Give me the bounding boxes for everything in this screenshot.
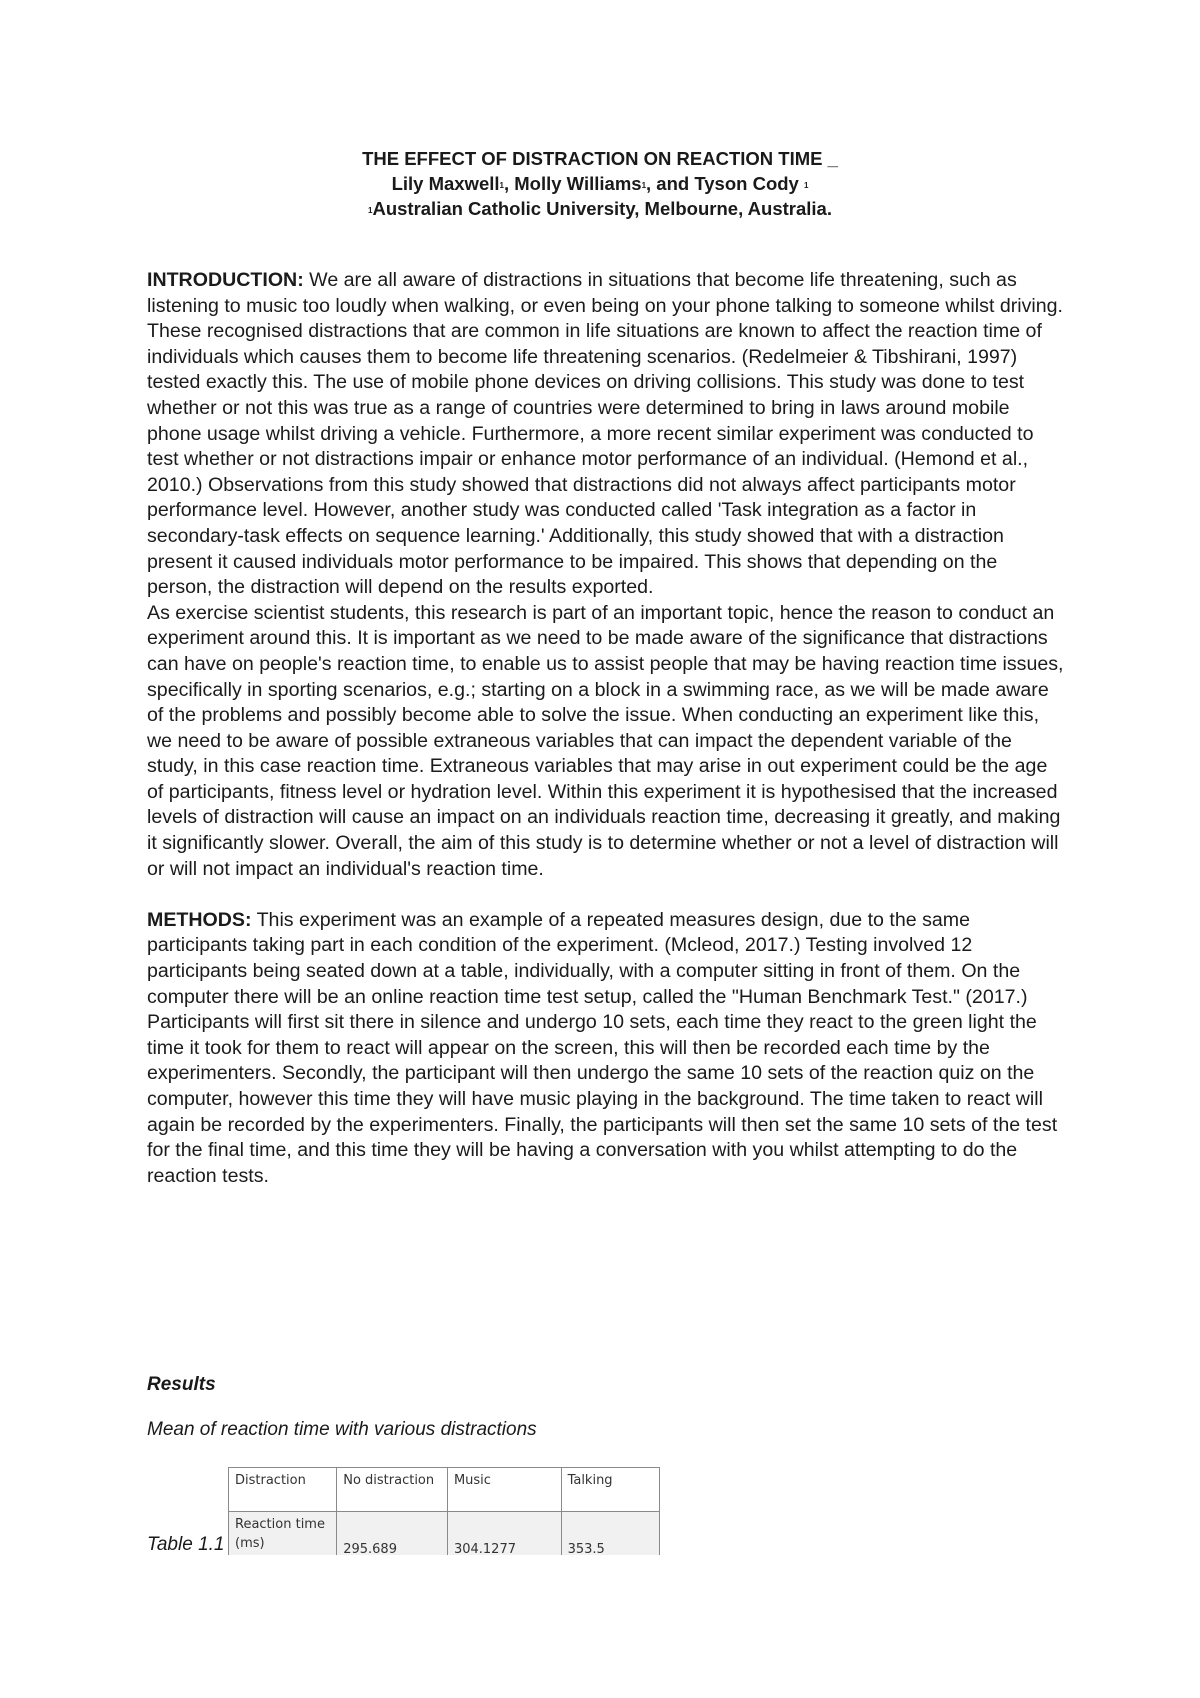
methods-paragraph: METHODS: This experiment was an example of a repeated measures design, due to the same participants taking part in each condition of the experiment. (Mcleod, 2017.) Testing involved 12 participants being seated down at a table, individually, with a computer sitting in front of them. On the computer there will be an online reaction time test setup, called the "Human Benchmark Test." (2017.) Participants will first sit there in silence and undergo 10 sets, each time they react to the green light the time it took for them to react will appear on the screen, this will then be recorded each time by the experimenters. Secondly, the participant will then undergo the same 10 sets of the reaction quiz on the computer, however this time they will have music playing in the background. The time taken to react will again be recorded by the experimenters. Finally, the participants will then set the same 10 sets of the test for the final time, and this time they will be having a conversation with you whilst attempting to do the reaction tests. [147, 908, 1058, 1187]
table-label: Table 1.1 [147, 1534, 225, 1555]
affiliation-mark: 1 [368, 206, 373, 215]
table-header-cell: Distraction [229, 1468, 337, 1512]
paper-header [0, 146, 1200, 221]
affiliation-mark: 1 [499, 181, 504, 190]
table-header-row [229, 1468, 660, 1512]
author-1: Lily Maxwell [391, 173, 500, 194]
affiliation-mark: 1 [641, 181, 647, 190]
introduction-paragraph: INTRODUCTION: We are all aware of distractions in situations that become life threatening, such as listening to music too loudly when walking, or even being on your phone talking to someone whilst driving. These recognised distractions that are common in life situations are known to affect the reaction time of individuals which causes them to become life threatening scenarios. (Redelmeier & Tibshirani, 1997) tested exactly this. The use of mobile phone devices on driving collisions. This study was done to test whether or not this was true as a range of countries were determined to bring in laws around mobile phone usage whilst driving a vehicle. Furthermore, a more recent similar experiment was conducted to test whether or not distractions impair or enhance motor performance of an individual. (Hemond et al., 2010.) Observations from this study showed that distractions did not always affect participants motor performance level. However, another study was conducted called 'Task integration as a factor in secondary-task effects on sequence learning.' Additionally, this study showed that with a distraction present it caused individuals motor performance to be impaired. This shows that depending on the person, the distraction will depend on the results exported. [147, 269, 1063, 599]
affiliation-line [0, 196, 1200, 221]
author-line: Lily Maxwell$^1$, Molly Williams$^1$, and Tyson Cody $^1$ [391, 173, 809, 194]
introduction-paragraph-2: As exercise scientist students, this research is part of an important topic, hence the reason to conduct an experiment around this. It is important as we need to be made aware of the significance that distractions can have on people's reaction time, to enable us to assist people that may be having reaction time issues, specifically in sporting scenarios, e.g.; starting on a block in a swimming race, as we will be made aware of the problems and possibly become able to solve the issue. When conducting an experiment like this, we need to be aware of possible extraneous variables that can impact the dependent variable of the study, in this case reaction time. Extraneous variables that may arise in out experiment could be the age of participants, fitness level or hydration level. Within this experiment it is hypothesised that the increased levels of distraction will cause an impact on an individuals reaction time, decreasing it greatly, and making it significantly slower. Overall, the aim of this study is to determine whether or not a level of distraction will or will not impact an individual's reaction time. [147, 601, 1064, 880]
affiliation-mark: 1 [803, 181, 809, 190]
results-table-wrapper [228, 1467, 660, 1555]
paper-body [147, 268, 1067, 1189]
table-header-cell: No distraction [337, 1468, 448, 1512]
paper-title: THE EFFECT OF DISTRACTION ON REACTION TIME _ [362, 148, 838, 169]
introduction-heading: INTRODUCTION: [147, 269, 304, 291]
results-table [228, 1467, 660, 1555]
table-header-cell: Music [447, 1468, 561, 1512]
table-cell: 295.689 [337, 1512, 448, 1556]
table-row [229, 1512, 660, 1556]
author-3: Tyson Cody [694, 173, 799, 194]
methods-heading: METHODS: [147, 908, 252, 931]
author-2: Molly Williams [514, 173, 642, 194]
table-caption: Mean of reaction time with various distractions [147, 1419, 537, 1440]
affiliation: Australian Catholic University, Melbourne, Australia. [372, 198, 832, 219]
table-cell: 304.1277 [447, 1512, 561, 1556]
results-heading: Results [147, 1374, 216, 1395]
table-header-cell: Talking [561, 1468, 659, 1512]
table-cell: 353.5 [561, 1512, 659, 1556]
table-row-label: Reaction time (ms) [229, 1512, 337, 1556]
